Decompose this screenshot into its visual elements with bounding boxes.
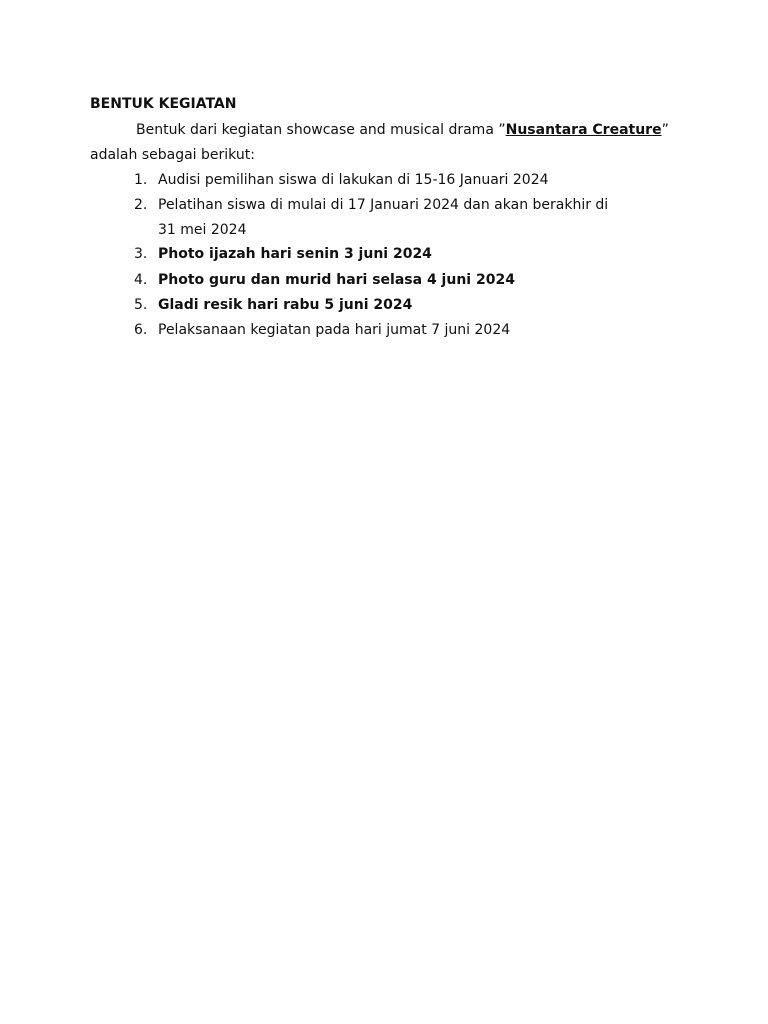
intro-closing-quote: ”	[661, 122, 669, 138]
list-item-text: Pelatihan siswa di mulai di 17 Januari 2024 dan akan berakhir di	[158, 197, 609, 213]
list-item-text-continuation: 31 mei 2024	[158, 222, 247, 238]
section-heading: BENTUK KEGIATAN	[90, 96, 237, 112]
list-item-text: Photo ijazah hari senin 3 juni 2024	[158, 246, 432, 262]
list-item-text: Photo guru dan murid hari selasa 4 juni 2024	[158, 272, 515, 288]
list-item-number: 4.	[134, 272, 148, 288]
list-item-text: Pelaksanaan kegiatan pada hari jumat 7 juni 2024	[158, 322, 511, 338]
list-item-number: 5.	[134, 297, 148, 313]
event-title: Nusantara Creature	[505, 122, 662, 138]
intro-text: Bentuk dari kegiatan showcase and musical drama ”	[136, 122, 506, 138]
list-item-text: Audisi pemilihan siswa di lakukan di 15-16 Januari 2024	[158, 172, 549, 188]
intro-paragraph	[136, 120, 669, 140]
list-item-text: Gladi resik hari rabu 5 juni 2024	[158, 297, 413, 313]
list-item-number: 2.	[134, 197, 148, 213]
list-item-number: 6.	[134, 322, 148, 338]
intro-paragraph-continuation: adalah sebagai berikut:	[90, 147, 255, 163]
list-item-number: 3.	[134, 246, 148, 262]
list-item-number: 1.	[134, 172, 148, 188]
